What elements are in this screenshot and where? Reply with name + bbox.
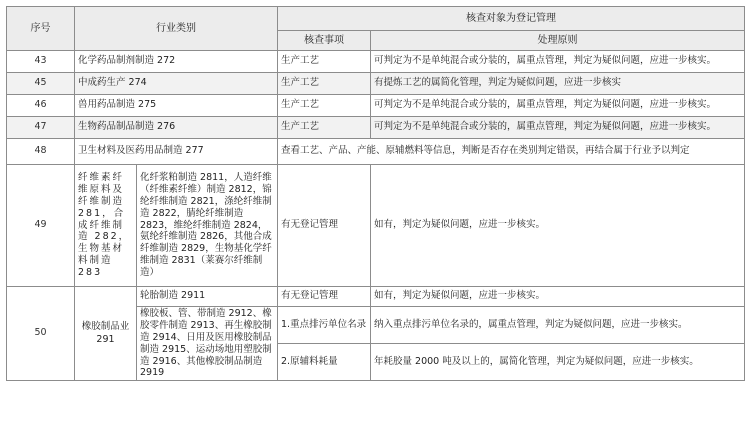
row-number: 47 — [7, 117, 75, 139]
industry-cell: 中成药生产 274 — [75, 73, 278, 95]
header-check-item: 核查事项 — [278, 31, 371, 51]
header-principle: 处理原则 — [371, 31, 745, 51]
principle-cell: 可判定为不是单纯混合或分装的，属重点管理，判定为疑似问题，应进一步核实。 — [371, 117, 745, 139]
category-cell: 橡胶制品业 291 — [75, 287, 137, 381]
table-row — [7, 287, 745, 307]
table-row — [7, 51, 745, 73]
check-item-cell: 生产工艺 — [278, 73, 371, 95]
principle-cell: 如有，判定为疑似问题，应进一步核实。 — [371, 165, 745, 287]
principle-cell: 有提炼工艺的属简化管理，判定为疑似问题，应进一步核实 — [371, 73, 745, 95]
check-item-cell: 有无登记管理 — [278, 287, 371, 307]
principle-cell: 年耗胶量 2000 吨及以上的，属简化管理，判定为疑似问题，应进一步核实。 — [371, 344, 745, 381]
regulation-table — [6, 6, 745, 381]
check-item-cell: 2.原辅料耗量 — [278, 344, 371, 381]
check-item-cell: 生产工艺 — [278, 117, 371, 139]
table-row — [7, 117, 745, 139]
category-cell: 纤维素纤维原料及纤维制造 281，合成纤维制造 282，生物基材料制造 283 — [75, 165, 137, 287]
table-row — [7, 95, 745, 117]
subcategory-cell: 橡胶板、管、带制造 2912、橡胶零件制造 2913、再生橡胶制造 2914、日用及医用橡胶制品制造 2915、运动场地用塑胶制造 2916、其他橡胶制品制造 2919 — [137, 307, 278, 381]
table-row — [7, 139, 745, 165]
check-item-cell: 1.重点排污单位名录 — [278, 307, 371, 344]
industry-cell: 卫生材料及医药用品制造 277 — [75, 139, 278, 165]
row-number: 46 — [7, 95, 75, 117]
industry-cell: 化学药品制剂制造 272 — [75, 51, 278, 73]
table-row — [7, 73, 745, 95]
row-number: 50 — [7, 287, 75, 381]
header-seq: 序号 — [7, 7, 75, 51]
principle-cell: 可判定为不是单纯混合或分装的，属重点管理，判定为疑似问题，应进一步核实。 — [371, 51, 745, 73]
row-number: 48 — [7, 139, 75, 165]
subcategory-cell: 化纤浆粕制造 2811，人造纤维（纤维素纤维）制造 2812，锦纶纤维制造 2821，涤纶纤维制造 2822，腈纶纤维制造 2823，维纶纤维制造 2824，氨纶纤维制造 2826，其他合成纤维制造 2829，生物基化学纤维制造 2831（莱赛尔纤维制造） — [137, 165, 278, 287]
principle-cell: 可判定为不是单纯混合或分装的，属重点管理，判定为疑似问题，应进一步核实。 — [371, 95, 745, 117]
principle-cell: 如有，判定为疑似问题，应进一步核实。 — [371, 287, 745, 307]
industry-cell: 生物药品制品制造 276 — [75, 117, 278, 139]
row-number: 43 — [7, 51, 75, 73]
principle-cell: 纳入重点排污单位名录的，属重点管理，判定为疑似问题，应进一步核实。 — [371, 307, 745, 344]
check-item-cell: 有无登记管理 — [278, 165, 371, 287]
industry-cell: 兽用药品制造 275 — [75, 95, 278, 117]
table-row — [7, 165, 745, 287]
header-industry: 行业类别 — [75, 7, 278, 51]
subcategory-cell: 轮胎制造 2911 — [137, 287, 278, 307]
row-number: 49 — [7, 165, 75, 287]
row-number: 45 — [7, 73, 75, 95]
merged-principle-cell: 查看工艺、产品、产能、原辅燃料等信息，判断是否存在类别判定错误，再结合属于行业予以判定 — [278, 139, 745, 165]
check-item-cell: 生产工艺 — [278, 51, 371, 73]
check-item-cell: 生产工艺 — [278, 95, 371, 117]
header-check-object: 核查对象为登记管理 — [278, 7, 745, 31]
